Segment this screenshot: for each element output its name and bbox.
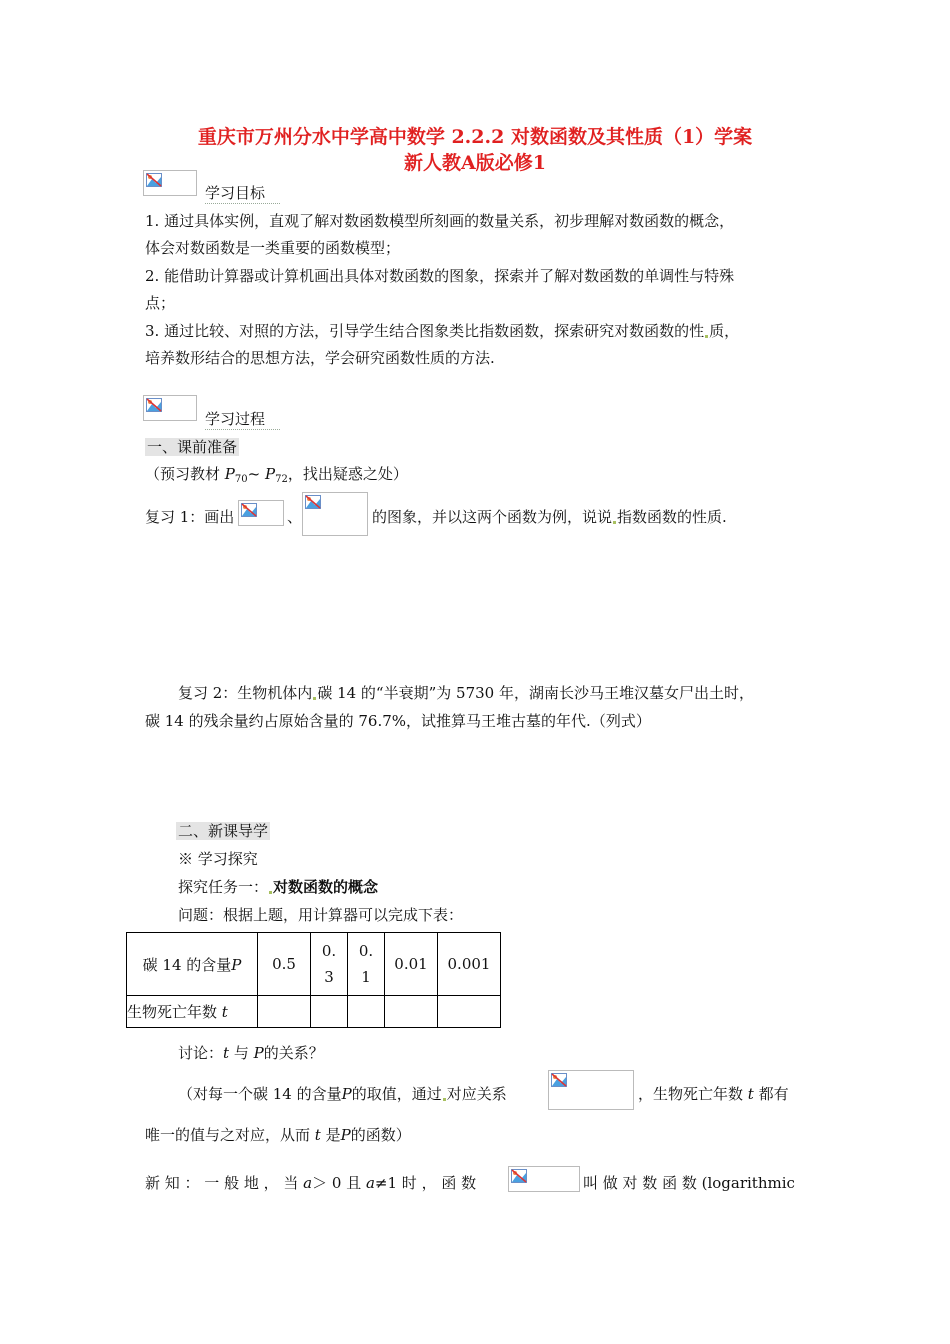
goal-item-3a: 3. 通过比较、对照的方法，引导学生结合图象类比指数函数，探索研究对数函数的性 质， <box>145 322 740 340</box>
broken-image-icon <box>143 395 197 421</box>
table-header-cell: 碳 14 的含量P <box>127 933 258 996</box>
table-cell <box>385 996 438 1028</box>
goal-item-2b: 点； <box>145 294 176 312</box>
note-line-1a: （对每一个碳 14 的含量P的取值，通过 对应关系 <box>178 1085 507 1103</box>
review-1-label: 复习 1：画出 <box>145 508 235 526</box>
table-row <box>127 933 501 996</box>
review-1-text: 的图象，并以这两个函数为例，说说 指数函数的性质. <box>372 508 727 526</box>
broken-image-icon <box>302 492 368 536</box>
task-1: 探究任务一： 对数函数的概念 <box>178 878 379 896</box>
table-cell <box>438 996 501 1028</box>
page-title: 重庆市万州分水中学高中数学 2.2.2 对数函数及其性质（1）学案 <box>197 126 753 148</box>
goal-item-1b: 体会对数函数是一类重要的函数模型； <box>145 239 401 257</box>
table-cell <box>348 996 385 1028</box>
broken-image-icon <box>548 1070 634 1110</box>
section-2-heading: 二、新课导学 <box>178 822 269 840</box>
table-cell: 0.5 <box>258 933 311 996</box>
broken-image-icon <box>143 170 197 196</box>
table-cell: 0.001 <box>438 933 501 996</box>
table-row <box>127 996 501 1028</box>
preview-note: （预习教材 $P_{70}\sim$ $P_{72}$，找出疑惑之处） <box>145 465 408 485</box>
table-cell: 0. 1 <box>348 933 385 996</box>
data-table <box>126 932 501 1028</box>
broken-image-icon <box>238 500 284 526</box>
table-cell <box>311 996 348 1028</box>
note-line-1b: ，生物死亡年数 t 都有 <box>638 1085 789 1103</box>
review-1-separator: 、 <box>287 508 303 526</box>
question: 问题：根据上题，用计算器可以完成下表： <box>178 906 464 924</box>
table-cell <box>258 996 311 1028</box>
section-1-heading: 一、课前准备 <box>147 438 238 456</box>
broken-image-icon <box>508 1166 580 1192</box>
review-2-line-1: 复习 2：生物机体内 碳 14 的“半衰期”为 5730 年，湖南长沙马王堆汉墓女尸出土时， <box>178 684 754 702</box>
page-subtitle: 新人教A版必修1 <box>404 152 546 174</box>
goal-item-3b: 培养数形结合的思想方法，学会研究函数性质的方法. <box>145 349 495 367</box>
review-2-line-2: 碳 14 的残余量约占原始含量的 76.7%，试推算马王堆古墓的年代.（列式） <box>145 712 651 730</box>
note-line-2: 唯一的值与之对应，从而 t 是P的函数） <box>145 1126 411 1144</box>
new-knowledge-a: 新 知 ： 一 般 地 ， 当 a＞ 0 且 a≠1 时 ， 函 数 <box>145 1174 477 1192</box>
goal-item-1a: 1. 通过具体实例，直观了解对数函数模型所刻画的数量关系，初步理解对数函数的概念， <box>145 212 735 230</box>
goal-item-2a: 2. 能借助计算器或计算机画出具体对数函数的图象，探索并了解对数函数的单调性与特殊 <box>145 267 735 285</box>
table-header-cell: 生物死亡年数 t <box>127 996 258 1028</box>
process-heading: 学习过程 <box>205 408 280 430</box>
explore-heading: ※ 学习探究 <box>178 850 258 868</box>
discussion: 讨论：t 与 P的关系？ <box>178 1044 324 1062</box>
table-cell: 0. 3 <box>311 933 348 996</box>
goals-heading: 学习目标 <box>205 182 280 204</box>
table-cell: 0.01 <box>385 933 438 996</box>
new-knowledge-b: 叫 做 对 数 函 数 (logarithmic <box>583 1174 795 1192</box>
